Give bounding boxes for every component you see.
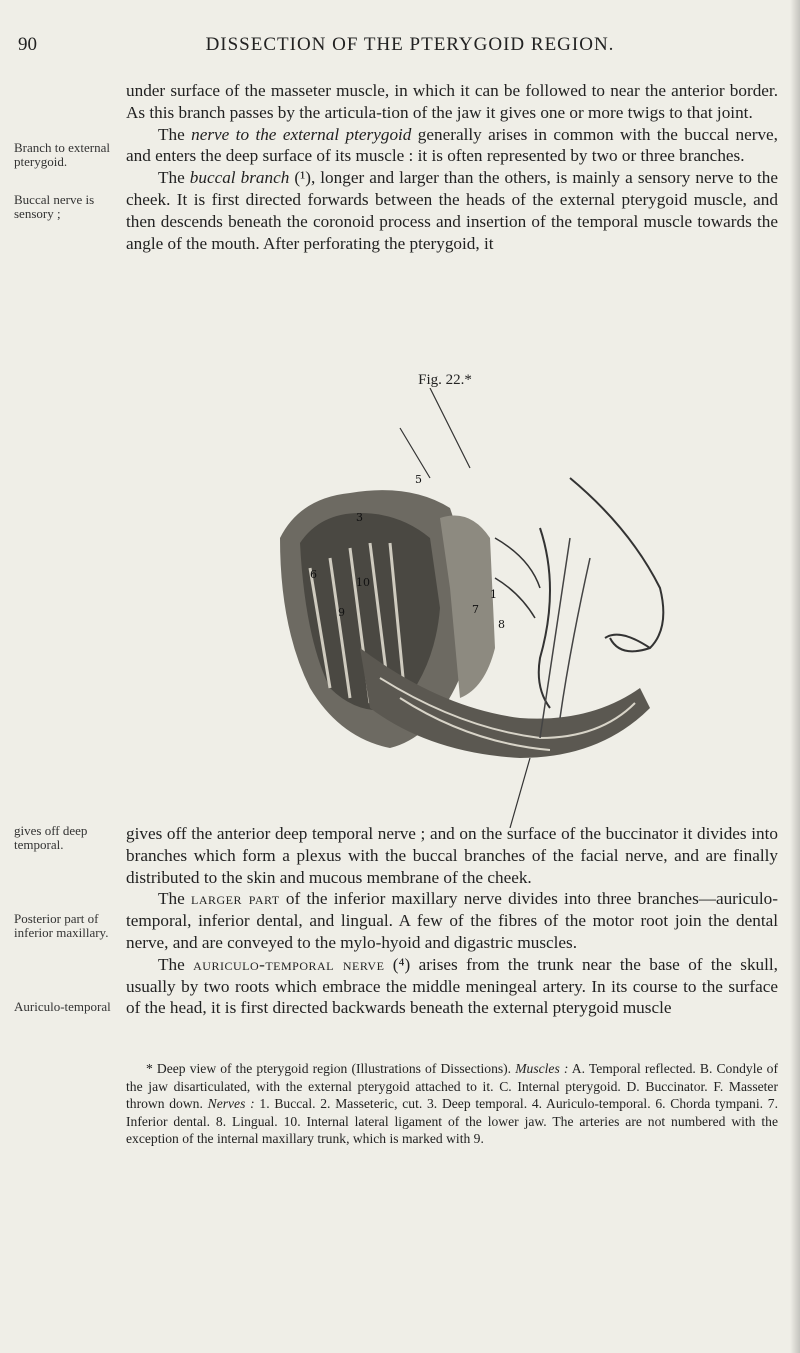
bottom-text-block [126,823,778,1019]
p2-italic-term: nerve to the external pterygoid [191,124,412,144]
margin-note-buccal-sensory: Buccal nerve is sensory ; [14,192,95,221]
footnote-nerves-label: Nerves : [207,1096,255,1111]
paragraph-3 [126,167,778,254]
top-text-block [126,80,778,254]
footnote-muscles-label: Muscles : [515,1061,569,1076]
footnote-muscles: A. Temporal reflected. B. Condyle of the jaw disarticulated, with the external pterygoid attached to it. C. Internal pterygoid. D. Buccinator. F. Masseter thrown down. [126,1061,778,1111]
margin-note-external-pterygoid: Branch to external pterygoid. [14,140,111,169]
figure-label-3: 3 [356,511,363,524]
anatomical-figure [240,388,710,828]
figure-label-9: 9 [338,606,345,619]
p2-lead: The [158,124,192,144]
p3-ref: (¹) [289,168,311,188]
p3-italic-term: buccal branch [189,168,290,188]
figure-label-1: 1 [490,588,497,601]
footnote-nerves: 1. Buccal. 2. Masseteric, cut. 3. Deep temporal. 4. Auriculo-temporal. 6. Chorda tympani. 7. Inferior dental. 8. Lingual. 10. Internal lateral ligament of the lower jaw. The arteries are not numbered with the exception of the internal maxillary trunk, which is marked with 9. [126,1096,778,1146]
p5-rest: of the inferior maxillary nerve divides into three branches—auriculo-temporal, inferior dental, and lingual. A few of the fibres of the motor root join the dental nerve, and are conveyed to the mylo-hyoid and digastric muscles. [126,889,778,952]
footnote [126,1060,778,1148]
figure-label-5: 5 [415,473,422,486]
running-title: DISSECTION OF THE PTERYGOID REGION. [205,34,615,55]
p6-smallcaps-term: auriculo-temporal nerve [193,954,385,974]
page-edge-shadow [790,0,800,1353]
p6-rest: (⁴) arises from the trunk near the base of the skull, usually by two roots which embrace the middle meningeal artery. In its course to the surface of the head, it is first directed backwards beneath the external pterygoid muscle [126,954,778,1018]
margin-note-auriculo-temporal: Auriculo-temporal [14,999,111,1014]
margin-note-deep-temporal: gives off deep temporal. [14,823,88,852]
footnote-lead: * Deep view of the pterygoid region (Illustrations of Dissections). [146,1061,516,1076]
paragraph-5 [126,888,778,953]
p3-lead: The [158,168,190,188]
figure-label-6: 6 [310,568,317,581]
p5-smallcaps-term: larger part [191,889,280,909]
margin-note-posterior-maxillary: Posterior part of inferior maxillary. [14,911,109,940]
footnote-text [126,1060,778,1148]
pterygoid-region-illustration [240,388,710,828]
p3-rest: , longer and larger than the others, is mainly a sensory nerve to the cheek. It is first directed forwards between the heads of the external pterygoid muscle, and then descends beneath the coronoid process and insertion of the temporal muscle towards the angle of the mouth. After perforating the pterygoid, it [126,168,778,253]
figure-label-10: 10 [356,576,370,589]
paragraph-4: gives off the anterior deep temporal nerve ; and on the surface of the buccinator it divides into branches which form a plexus with the buccal branches of the facial nerve, and are finally distributed to the skin and mucous membrane of the cheek. [126,824,778,887]
p2-rest: generally arises in common with the buccal nerve, and enters the deep surface of its muscle : it is often represented by two or three branches. [126,124,778,166]
page-number: 90 [18,34,37,55]
paragraph-6 [126,954,778,1019]
p6-lead: The [158,954,194,974]
paragraph-1: under surface of the masseter muscle, in which it can be followed to near the anterior border. As this branch passes by the articula-tion of the jaw it gives one or more twigs to that joint. [126,81,778,122]
figure-caption: Fig. 22.* [418,372,472,388]
figure-label-8: 8 [498,618,505,631]
figure-label-7: 7 [472,603,479,616]
paragraph-2 [126,124,778,168]
p5-lead: The [158,889,191,909]
